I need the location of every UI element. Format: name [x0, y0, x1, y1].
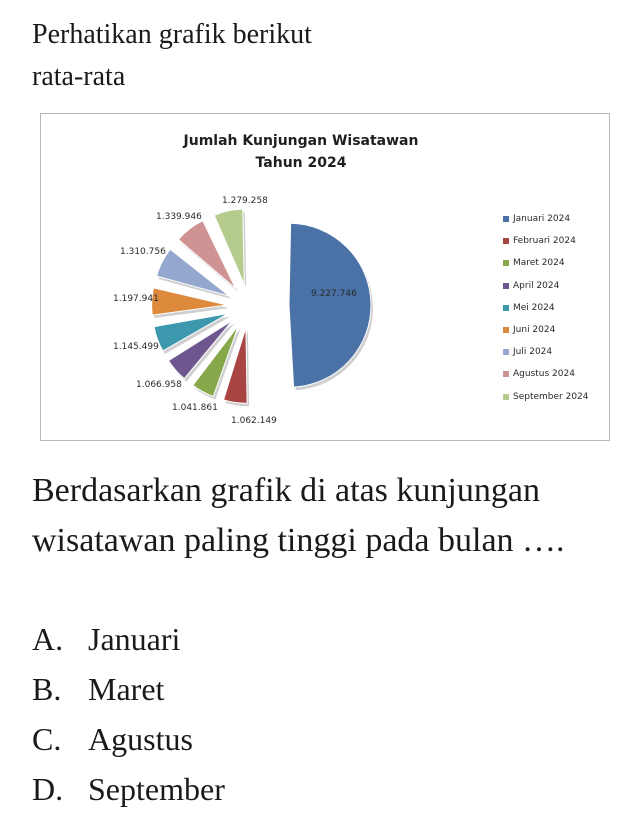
legend-swatch	[503, 238, 509, 244]
legend-swatch	[503, 349, 509, 355]
answer-option[interactable]	[32, 614, 225, 664]
legend-swatch	[503, 283, 509, 289]
option-letter: D.	[32, 771, 64, 807]
data-label-8: 1.339.946	[156, 212, 202, 222]
option-text: September	[88, 771, 225, 807]
legend-label: Juni 2024	[513, 325, 556, 336]
answer-option[interactable]	[32, 714, 225, 764]
data-label-7: 1.310.756	[120, 247, 166, 257]
data-label-5: 1.145.499	[113, 342, 159, 352]
legend-item	[503, 208, 589, 230]
legend-label: Januari 2024	[513, 214, 571, 225]
legend-item	[503, 275, 589, 297]
intro-text	[32, 14, 312, 98]
data-label-1: 9.227.746	[311, 289, 357, 299]
legend-item	[503, 363, 589, 385]
legend-swatch	[503, 216, 509, 222]
answer-option[interactable]	[32, 664, 225, 714]
data-label-6: 1.197.941	[113, 294, 159, 304]
legend-label: September 2024	[513, 391, 589, 402]
legend-label: Maret 2024	[513, 258, 565, 269]
legend-label: Mei 2024	[513, 302, 555, 313]
legend-swatch	[503, 327, 509, 333]
legend-label: Agustus 2024	[513, 369, 575, 380]
legend-item	[503, 319, 589, 341]
legend-label: April 2024	[513, 280, 560, 291]
option-text: Januari	[88, 621, 181, 657]
data-label-2: 1.062.149	[231, 416, 277, 426]
answer-options	[32, 614, 225, 814]
legend-swatch	[503, 260, 509, 266]
legend-swatch	[503, 394, 509, 400]
option-text: Agustus	[88, 721, 193, 757]
question-text: Berdasarkan grafik di atas kunjungan wisatawan paling tinggi pada bulan ….	[32, 472, 565, 559]
intro-line-2: rata-rata	[32, 61, 126, 92]
data-label-4: 1.066.958	[136, 380, 182, 390]
option-text: Maret	[88, 671, 165, 707]
legend-item	[503, 230, 589, 252]
intro-line-1: Perhatikan grafik berikut	[32, 19, 312, 50]
option-letter: B.	[32, 671, 62, 707]
legend-item	[503, 252, 589, 274]
legend-label: Februari 2024	[513, 236, 576, 247]
chart-subtitle: Tahun 2024	[255, 155, 347, 171]
legend-label: Juli 2024	[513, 347, 553, 358]
option-letter: A.	[32, 621, 64, 657]
answer-option[interactable]	[32, 764, 225, 814]
legend-swatch	[503, 371, 509, 377]
data-label-9: 1.279.258	[222, 196, 268, 206]
chart-title: Jumlah Kunjungan Wisatawan	[183, 133, 419, 149]
chart-legend	[503, 208, 589, 408]
legend-item	[503, 386, 589, 408]
legend-swatch	[503, 305, 509, 311]
legend-item	[503, 341, 589, 363]
pie-chart	[40, 113, 610, 441]
pie-slice-1	[289, 223, 371, 387]
legend-item	[503, 297, 589, 319]
data-label-3: 1.041.861	[172, 403, 218, 413]
option-letter: C.	[32, 721, 62, 757]
